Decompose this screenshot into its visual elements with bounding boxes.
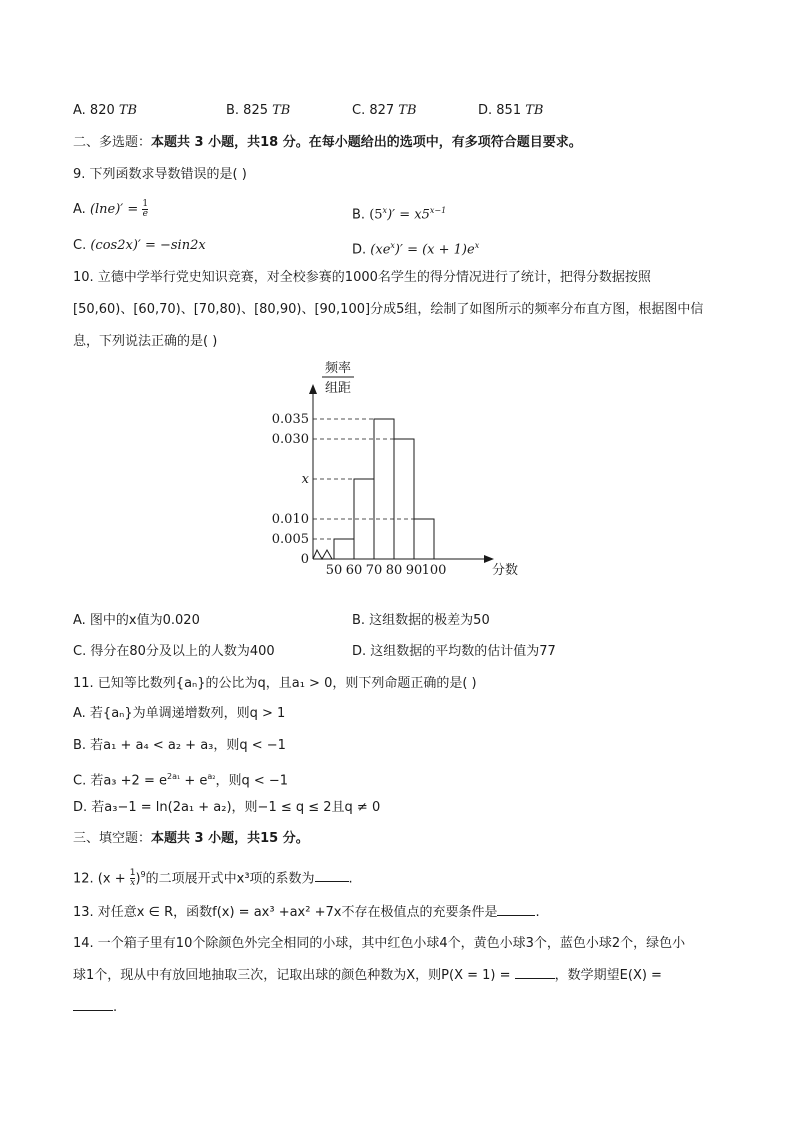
x-tick-label-100: 100 (421, 563, 447, 578)
q10-option-b: B. 这组数据的极差为50 (352, 613, 490, 628)
q9-option-a: A. (lne)′ = $\frac{1}{e}$ (73, 199, 149, 219)
q11-option-a: A. 若{aₙ}为单调递增数列，则q > 1 (73, 706, 286, 721)
q13-text: 13. 对任意x ∈ R，函数f(x) = ax³ +ax² +7x不存在极值点的充要条件是 . (73, 905, 540, 920)
q10-option-a: A. 图中的x值为0.020 (73, 613, 200, 628)
q14-answer-blank-2[interactable] (73, 998, 113, 1011)
x-tick-label-80: 80 (385, 563, 403, 578)
q8-option-d: D. 851 TB (478, 103, 544, 118)
q9-stem: 9. 下列函数求导数错误的是( ) (73, 167, 247, 182)
q9-option-c: C. (cos2x)′ = −sin2x (73, 238, 206, 253)
y-tick-label-0.035: 0.035 (271, 412, 309, 427)
q13-answer-blank[interactable] (497, 903, 535, 916)
q10-option-d: D. 这组数据的平均数的估计值为77 (352, 644, 556, 659)
q8-option-b: B. 825 TB (226, 103, 291, 118)
histogram-bar-90-100 (414, 519, 434, 559)
x-tick-label-60: 60 (345, 563, 363, 578)
x-tick-label-70: 70 (365, 563, 383, 578)
q11-option-b: B. 若a₁ + a₄ < a₂ + a₃，则q < −1 (73, 738, 286, 753)
chart-y-axis-arrow (309, 384, 317, 394)
q10-option-c: C. 得分在80分及以上的人数为400 (73, 644, 275, 659)
q14-line2: 球1个，现从中有放回地抽取三次，记取出球的颜色种数为X，则P(X = 1) = ，数学期望E(X) = (73, 968, 662, 983)
q11-option-d: D. 若a₃−1 = ln(2a₁ + a₂)，则−1 ≤ q ≤ 2且q ≠ 0 (73, 800, 381, 815)
section-3-header: 三、填空题：本题共 3 小题，共15 分。 (73, 831, 309, 846)
y-tick-label-0.010: 0.010 (271, 512, 309, 527)
q8-option-a: A. 820 TB (73, 103, 138, 118)
x-tick-label-50: 50 (325, 563, 343, 578)
y-tick-label-0.005: 0.005 (271, 532, 309, 547)
section-2-header: 二、多选题：本题共 3 小题，共18 分。在每小题给出的选项中，有多项符合题目要求。 (73, 135, 582, 150)
q11-stem: 11. 已知等比数列{aₙ}的公比为q，且a₁ > 0，则下列命题正确的是( ) (73, 676, 477, 691)
q9-option-d: D. $(xe^x)' = (x + 1)e^x$ (352, 241, 480, 258)
q10-stem-line2: [50,60)、[60,70)、[70,80)、[80,90)、[90,100]分成5组，绘制了如图所示的频率分布直方图，根据图中信 (73, 302, 704, 317)
chart-axis-break (313, 550, 332, 559)
x-tick-label-90: 90 (405, 563, 423, 578)
q14-answer-blank-1[interactable] (515, 966, 555, 979)
histogram-bar-50-60 (334, 539, 354, 559)
y-tick-label-0.030: 0.030 (271, 432, 309, 447)
q12-text: 12. (x + $\frac{1}{x}$ )$^9$的二项展开式中x³项的系数为 . (73, 868, 353, 889)
histogram-bar-70-80 (374, 419, 394, 559)
q10-stem-line1: 10. 立德中学举行党史知识竞赛，对全校参赛的1000名学生的得分情况进行了统计，把得分数据按照 (73, 270, 651, 285)
q8-option-c: C. 827 TB (352, 103, 417, 118)
y-tick-label-x: x (301, 472, 309, 487)
q10-stem-line3: 息，下列说法正确的是( ) (73, 334, 218, 349)
q12-answer-blank[interactable] (315, 869, 349, 882)
q9-option-b: B. $(5^x)' = x5^{x-1}$ (352, 206, 447, 223)
q14-line1: 14. 一个箱子里有10个除颜色外完全相同的小球，其中红色小球4个，黄色小球3个，蓝色小球2个，绿色小 (73, 936, 686, 951)
q11-option-c: C. 若$a_3 +2 = e^{2a_1} + e^{a_2}$，则q < −1 (73, 772, 289, 789)
chart-ylabel-bottom: 组距 (324, 381, 352, 396)
histogram-bar-80-90 (394, 439, 414, 559)
chart-x-axis-arrow (484, 555, 494, 563)
chart-xlabel: 分数 (492, 563, 519, 578)
q14-line3: . (73, 998, 117, 1017)
y-tick-label-0: 0 (300, 552, 309, 567)
chart-ylabel-top: 频率 (324, 361, 352, 376)
frequency-histogram (262, 352, 532, 584)
